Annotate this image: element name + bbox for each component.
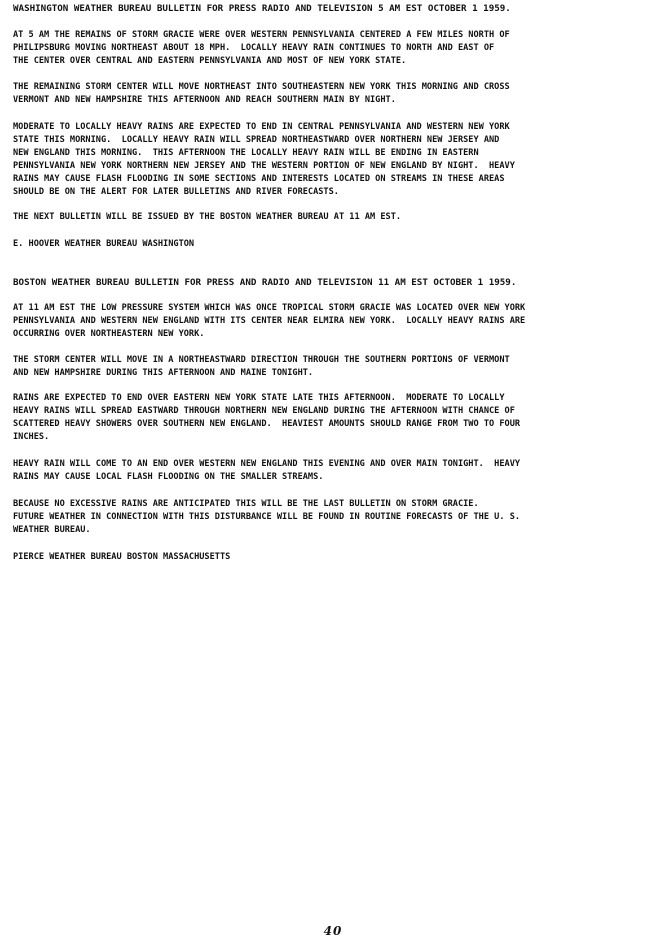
boston-signature: PIERCE WEATHER BUREAU BOSTON MASSACHUSETTS — [13, 552, 231, 562]
washington-signature: E. HOOVER WEATHER BUREAU WASHINGTON — [13, 239, 195, 249]
washington-paragraph-1: AT 5 AM THE REMAINS OF STORM GRACIE WERE OVER WESTERN PENNSYLVANIA CENTERED A FEW MILES NORTH OF PHILIPSBURG MOVING NORTHEAST ABOUT 18 MPH. LOCALLY HEAVY RAIN CONTINUES TO NORTH AND EAST OF THE CENTER OVER CENTRAL AND EASTERN PENNSYLVANIA AND MOST OF NEW YORK STATE. — [13, 30, 510, 66]
page-number: 40 — [323, 924, 343, 938]
washington-paragraph-2: THE REMAINING STORM CENTER WILL MOVE NORTHEAST INTO SOUTHEASTERN NEW YORK THIS MORNING AND CROSS VERMONT AND NEW HAMPSHIRE THIS AFTERNOON AND REACH SOUTHERN MAIN BY NIGHT. — [13, 82, 510, 105]
boston-paragraph-2: THE STORM CENTER WILL MOVE IN A NORTHEASTWARD DIRECTION THROUGH THE SOUTHERN PORTIONS OF VERMONT AND NEW HAMPSHIRE DURING THIS AFTERNOON AND MAINE TONIGHT. — [13, 355, 510, 378]
boston-paragraph-3: RAINS ARE EXPECTED TO END OVER EASTERN NEW YORK STATE LATE THIS AFTERNOON. MODERATE TO LOCALLY HEAVY RAINS WILL SPREAD EASTWARD THROUGH NORTHERN NEW ENGLAND DURING THE AFTERNOON WITH CHANCE OF SCATTERED HEAVY SHOWERS OVER SOUTHERN NEW ENGLAND. HEAVIEST AMOUNTS SHOULD RANGE FROM TWO TO FOUR INCHES. — [13, 393, 521, 442]
washington-bulletin-header: WASHINGTON WEATHER BUREAU BULLETIN FOR PRESS RADIO AND TELEVISION 5 AM EST OCTOBER 1 1959. — [13, 3, 511, 14]
washington-paragraph-3: MODERATE TO LOCALLY HEAVY RAINS ARE EXPECTED TO END IN CENTRAL PENNSYLVANIA AND WESTERN NEW YORK STATE THIS MORNING. LOCALLY HEAVY RAIN WILL SPREAD NORTHEASTWARD OVER NORTHERN NEW JERSEY AND NEW ENGLAND THIS MORNING. THIS AFTERNOON THE LOCALLY HEAVY RAIN WILL BE ENDING IN EASTERN PENNSYLVANIA NEW YORK NORTHERN NEW JERSEY AND THE WESTERN PORTION OF NEW ENGLAND BY NIGHT. HEAVY RAINS MAY CAUSE FLASH FLOODING IN SOME SECTIONS AND INTERESTS LOCATED ON STREAMS IN THESE AREAS SHOULD BE ON THE ALERT FOR LATER BULLETINS AND RIVER FORECASTS. — [13, 122, 515, 197]
boston-paragraph-1: AT 11 AM EST THE LOW PRESSURE SYSTEM WHICH WAS ONCE TROPICAL STORM GRACIE WAS LOCATED OVER NEW YORK PENNSYLVANIA AND WESTERN NEW ENGLAND WITH ITS CENTER NEAR ELMIRA NEW YORK. LOCALLY HEAVY RAINS ARE OCCURRING OVER NORTHEASTERN NEW YORK. — [13, 303, 526, 339]
boston-paragraph-4: HEAVY RAIN WILL COME TO AN END OVER WESTERN NEW ENGLAND THIS EVENING AND OVER MAIN TONIGHT. HEAVY RAINS MAY CAUSE LOCAL FLASH FLOODING ON THE SMALLER STREAMS. — [13, 459, 521, 482]
boston-paragraph-5: BECAUSE NO EXCESSIVE RAINS ARE ANTICIPATED THIS WILL BE THE LAST BULLETIN ON STORM GRACIE. FUTURE WEATHER IN CONNECTION WITH THIS DISTURBANCE WILL BE FOUND IN ROUTINE FORECASTS OF THE U. S. WEATHER BUREAU. — [13, 499, 521, 535]
washington-paragraph-4: THE NEXT BULLETIN WILL BE ISSUED BY THE BOSTON WEATHER BUREAU AT 11 AM EST. — [13, 212, 402, 222]
boston-bulletin-header: BOSTON WEATHER BUREAU BULLETIN FOR PRESS AND RADIO AND TELEVISION 11 AM EST OCTOBER 1 1959. — [13, 277, 517, 288]
